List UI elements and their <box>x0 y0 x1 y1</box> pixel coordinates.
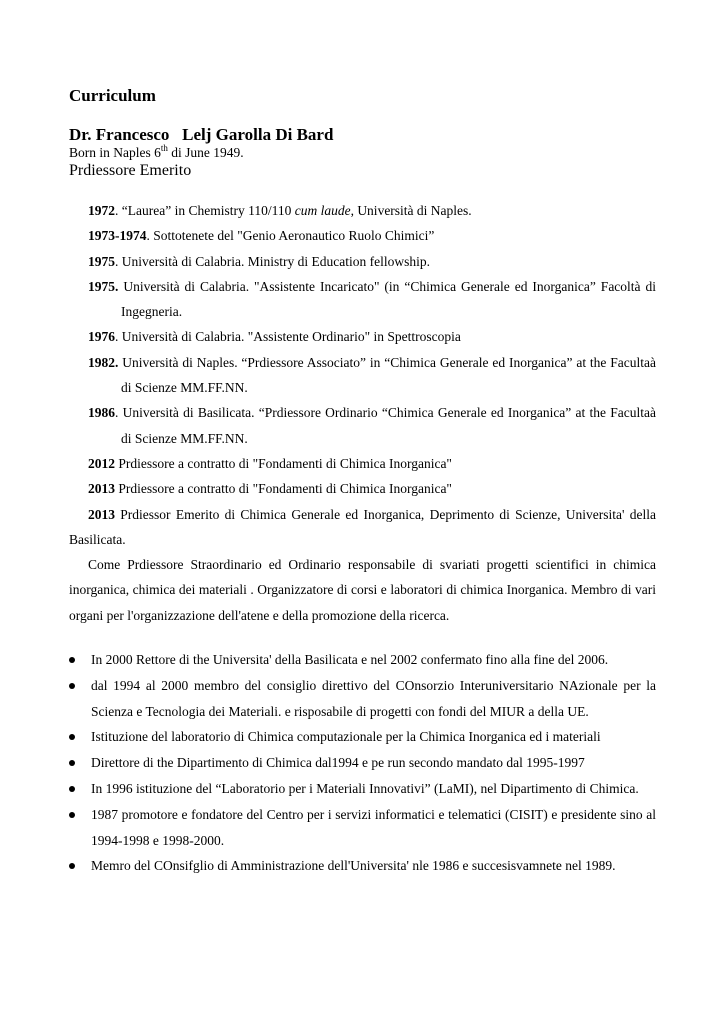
timeline-year: 2012 <box>88 455 115 471</box>
bullet-icon <box>69 683 75 689</box>
list-item <box>69 853 656 879</box>
timeline-year: 2013 <box>88 506 115 522</box>
timeline-text: Prdiessore a contratto di "Fondamenti di Chimica Inorganica" <box>118 455 452 471</box>
person-name: Dr. Francesco Lelj Garolla Di Bard <box>69 125 334 144</box>
timeline-text: “Laurea” in Chemistry 110/110 <box>121 203 295 218</box>
bullet-icon <box>69 812 75 818</box>
timeline-entry: 1986. Università di Basilicata. “Prdiessore Ordinario “Chimica Generale ed Inorganica” at the Facultaà di Scienze MM.FF.NN. <box>88 405 656 446</box>
timeline-entry: 1975. Università di Calabria. Ministry di Education fellowship. <box>88 253 430 269</box>
timeline-text: Università di Basilicata. “Prdiessore Ordinario “Chimica Generale ed Inorganica” at the Facultaà di Scienze MM.FF.NN. <box>121 405 656 446</box>
timeline-text: Università di Calabria. "Assistente Incaricato" (in “Chimica Generale ed Inorganica” Facoltà di Ingegneria. <box>121 278 657 320</box>
timeline-text: , Università di Naples. <box>350 203 472 218</box>
timeline-year: 1975 <box>88 253 115 269</box>
timeline-text: Sottotenete del "Genio Aeronautico Ruolo Chimici” <box>153 228 435 244</box>
timeline-entry <box>69 502 656 553</box>
birth-prefix: Born in Naples 6 <box>69 145 161 160</box>
list-item-text: In 2000 Rettore di the Universita' della Basilicata e nel 2002 confermato fino alla fine del 2006. <box>91 652 609 667</box>
timeline-entry <box>69 274 656 325</box>
career-timeline <box>69 198 656 628</box>
timeline-text: Università di Calabria. Ministry di Education fellowship. <box>121 253 430 269</box>
timeline-entry: 1976. Università di Calabria. "Assistente Ordinario" in Spettroscopia <box>88 329 461 345</box>
bullet-icon <box>69 786 75 792</box>
bullet-icon <box>69 734 75 740</box>
summary-paragraph: Come Prdiessore Straordinario ed Ordinario responsabile di svariati progetti scientifici in chimica inorganica, chimica dei materiali . Organizzatore di corsi e laboratori di chimica Inorganica. Membro di vari organi per l'organizzazione dell'atene e della promozione della ricerca. <box>69 557 656 623</box>
bullet-icon <box>69 760 75 766</box>
list-item-text: Direttore di the Dipartimento di Chimica dal1994 e pe run secondo mandato dal 1995-1997 <box>91 755 585 771</box>
document-title: Curriculum <box>69 86 156 105</box>
timeline-entry: 1973-1974. Sottotenete del "Genio Aeronautico Ruolo Chimici” <box>88 228 435 244</box>
timeline-year: 1973-1974 <box>88 228 147 244</box>
timeline-year: 1986 <box>88 405 115 421</box>
timeline-text: Università di Calabria. "Assistente Ordinario" in Spettroscopia <box>121 329 461 345</box>
list-item <box>69 750 656 776</box>
timeline-entry <box>69 350 656 401</box>
timeline-year: 1975. <box>88 278 119 294</box>
birth-ordinal: th <box>160 142 168 153</box>
birth-suffix: di June 1949. <box>167 145 244 160</box>
list-item-text: 1987 promotore e fondatore del Centro per i servizi informatici e telematici (CISIT) e presidente sino al 1994-1998 e 1998-2000. <box>91 806 656 848</box>
list-item-text: dal 1994 al 2000 membro del consiglio direttivo del COnsorzio Interuniversitario NAzionale per la Scienza e Tecnologia dei Materiali. e risposabile di progetti con fondi del MIUR a della UE. <box>91 677 656 719</box>
timeline-italic: cum laude <box>294 203 351 218</box>
birth-info <box>69 144 244 161</box>
timeline-year: 1982. <box>88 354 119 370</box>
timeline-year: 1972 <box>88 203 115 218</box>
list-item <box>69 647 656 673</box>
timeline-entry: 1972. “Laurea” in Chemistry 110/110 cum laude, Università di Naples. <box>88 203 472 218</box>
timeline-entry <box>69 476 656 501</box>
list-item-text: Istituzione del laboratorio di Chimica computazionale per la Chimica Inorganica ed i materiali <box>91 729 601 745</box>
achievements-list <box>69 647 656 879</box>
timeline-text: Prdiessore a contratto di "Fondamenti di Chimica Inorganica" <box>118 481 452 497</box>
timeline-text: Università di Naples. “Prdiessore Associato” in “Chimica Generale ed Inorganica” at the Facultaà di Scienze MM.FF.NN. <box>121 354 657 396</box>
list-item <box>69 724 656 750</box>
list-item <box>69 673 656 725</box>
list-item <box>69 802 656 854</box>
bullet-icon <box>69 657 75 663</box>
timeline-year: 1976 <box>88 329 115 345</box>
timeline-text: Prdiessor Emerito di Chimica Generale ed Inorganica, Deprimento di Scienze, Universita' della Basilicata. <box>69 506 656 547</box>
timeline-year: 2013 <box>88 481 115 497</box>
person-role: Prdiessore Emerito <box>69 162 192 179</box>
bullet-icon <box>69 863 75 869</box>
list-item-text: Memro del COnsifglio di Amministrazione dell'Universita' nle 1986 e succesisvamnete nel 1989. <box>91 858 616 874</box>
list-item-text: In 1996 istituzione del “Laboratorio per i Materiali Innovativi” (LaMI), nel Dipartimento di Chimica. <box>91 780 639 796</box>
list-item <box>69 776 656 802</box>
timeline-entry <box>69 451 656 476</box>
